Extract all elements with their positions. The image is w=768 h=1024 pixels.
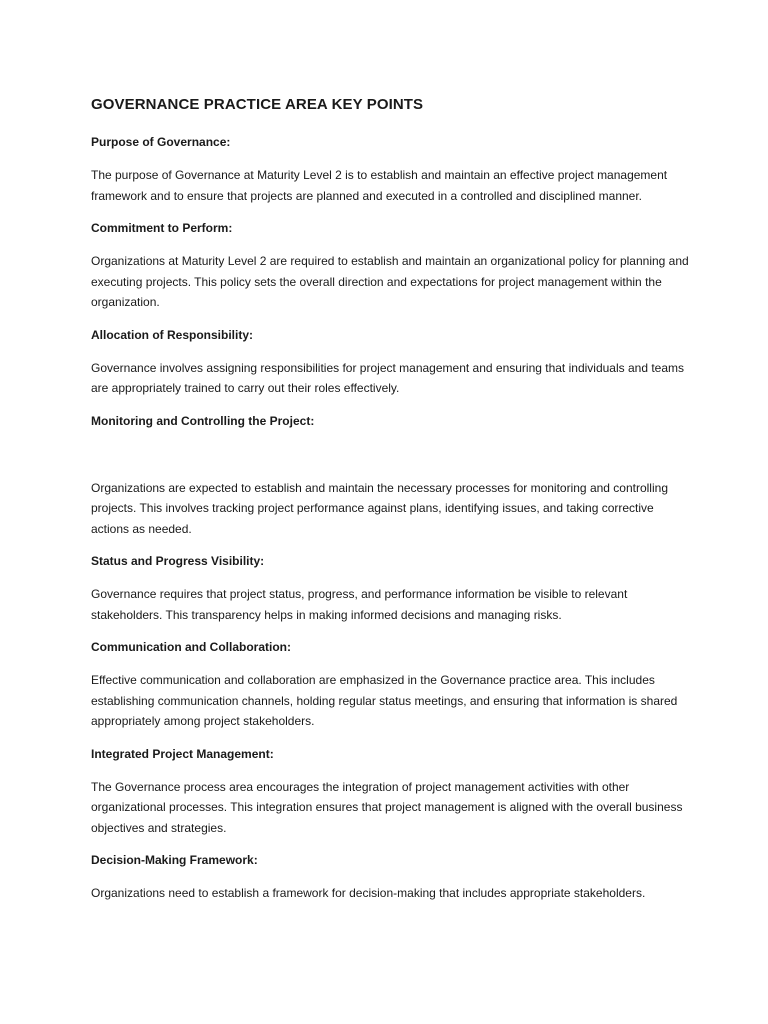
section-heading-communication: Communication and Collaboration:: [91, 640, 291, 654]
section-body-integrated: The Governance process area encourages the integration of project management activities with other organizational processes. This integration ensures that project management is aligned with the overall business objectives and strategies.: [91, 779, 683, 835]
section-body-decision: Organizations need to establish a framework for decision-making that includes appropriate stakeholders.: [91, 886, 646, 900]
blank-line: [91, 444, 691, 478]
section-body-allocation: Governance involves assigning responsibilities for project management and ensuring that individuals and teams are appropriately trained to carry out their roles effectively.: [91, 360, 685, 395]
section-heading-purpose: Purpose of Governance:: [91, 135, 231, 149]
section-heading-monitoring: Monitoring and Controlling the Project:: [91, 413, 315, 428]
document-title: GOVERNANCE PRACTICE AREA KEY POINTS: [91, 96, 424, 113]
document-content: [91, 95, 691, 916]
section-heading-allocation: Allocation of Responsibility:: [91, 327, 254, 342]
section-heading-integrated: Integrated Project Management:: [91, 746, 274, 761]
section-heading-decision: Decision-Making Framework:: [91, 853, 258, 867]
section-body-monitoring: Organizations are expected to establish and maintain the necessary processes for monitoring and controlling projects. This involves tracking project performance against plans, identifying issues, and taking corrective actions as needed.: [91, 480, 668, 536]
section-body-commitment: Organizations at Maturity Level 2 are required to establish and maintain an organizational policy for planning and executing projects. This policy sets the overall direction and expectations for project management within the organization.: [91, 254, 689, 309]
section-body-purpose: The purpose of Governance at Maturity Level 2 is to establish and maintain an effective project management framework and to ensure that projects are planned and executed in a controlled and disciplined manner.: [91, 168, 668, 203]
section-heading-status: Status and Progress Visibility:: [91, 554, 265, 568]
section-body-status: Governance requires that project status, progress, and performance information be visible to relevant stakeholders. This transparency helps in making informed decisions and managing risks.: [91, 587, 628, 622]
section-body-communication: Effective communication and collaboration are emphasized in the Governance practice area. This includes establishing communication channels, holding regular status meetings, and ensuring that information is shared appropriately among project stakeholders.: [91, 673, 678, 728]
section-heading-commitment: Commitment to Perform:: [91, 221, 233, 235]
